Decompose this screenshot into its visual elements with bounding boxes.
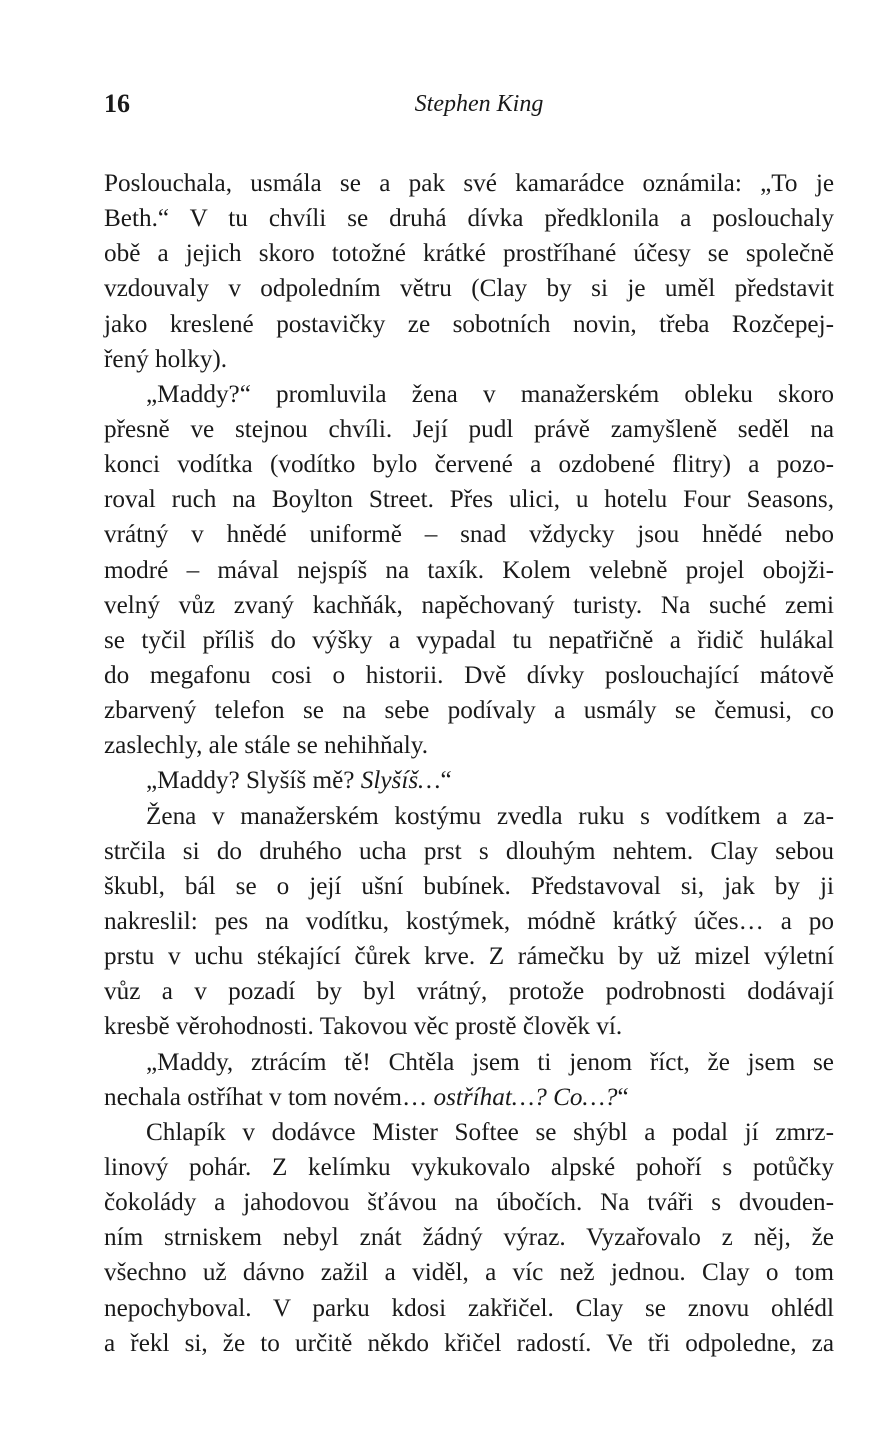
text-line xyxy=(104,1080,834,1115)
text-line: vzdouvaly v odpoledním větru (Clay by si je uměl představit xyxy=(104,275,834,303)
text-line: a řekl si, že to určitě někdo křičel radostí. Ve tři odpoledne, za xyxy=(104,1329,834,1357)
running-title: Stephen King xyxy=(414,91,544,117)
text-line: ním strniskem nebyl znát žádný výraz. Vyzařovalo z něj, že xyxy=(104,1224,834,1252)
text-line: nakreslil: pes na vodítku, kostýmek, módně krátký účes… a po xyxy=(104,907,834,935)
text-line: Žena v manažerském kostýmu zvedla ruku s vodítkem a za- xyxy=(146,802,834,830)
text-line: zaslechly, ale stále se nehihňaly. xyxy=(104,732,429,760)
text-line: „Maddy, ztrácím tě! Chtěla jsem ti jenom říct, že jsem se xyxy=(146,1048,834,1076)
text-line xyxy=(104,763,834,798)
text-line: konci vodítka (vodítko bylo červené a ozdobené flitry) a pozo- xyxy=(104,451,834,479)
body-text xyxy=(104,166,834,1361)
text-line: se tyčil příliš do výšky a vypadal tu nepatřičně a řidič hulákal xyxy=(104,626,834,654)
text-line: přesně ve stejnou chvíli. Její pudl právě zamyšleně seděl na xyxy=(104,415,834,443)
text-line: čokolády a jahodovou šťávou na úbočích. Na tváři s dvouden- xyxy=(104,1189,834,1217)
text-line: Beth.“ V tu chvíli se druhá dívka předklonila a poslouchaly xyxy=(104,205,834,233)
paragraph-6 xyxy=(104,1115,834,1361)
text-line: kresbě věrohodnosti. Takovou věc prostě člověk ví. xyxy=(104,1013,623,1041)
text-line: roval ruch na Boylton Street. Přes ulici, u hotelu Four Seasons, xyxy=(104,486,834,514)
text-line: zbarvený telefon se na sebe podívaly a usmály se čemusi, co xyxy=(104,697,834,725)
text-run: nechala ostříhat v tom novém… xyxy=(104,1083,434,1111)
running-head xyxy=(104,86,834,126)
italic-run: Slyšíš… xyxy=(360,767,441,795)
text-line: jako kreslené postavičky ze sobotních novin, třeba Rozčepej- xyxy=(104,310,834,338)
text-line: „Maddy?“ promluvila žena v manažerském obleku skoro xyxy=(146,380,834,408)
text-line: modré – mával nejspíš na taxík. Kolem velebně projel obojži- xyxy=(104,556,834,584)
text-run: “ xyxy=(617,1083,629,1111)
italic-run: ostříhat…? Co…? xyxy=(433,1083,618,1111)
text-line: prstu v uchu stékající čůrek krve. Z rámečku by už mizel výletní xyxy=(104,943,834,971)
text-line: Chlapík v dodávce Mister Softee se shýbl a podal jí zmrz- xyxy=(146,1118,834,1146)
text-line: všechno už dávno zažil a viděl, a víc než jednou. Clay o tom xyxy=(104,1259,834,1287)
paragraph-3 xyxy=(104,763,834,798)
text-run: “ xyxy=(440,767,452,795)
text-line: obě a jejich skoro totožné krátké prostříhané účesy se společně xyxy=(104,240,834,268)
text-run: „Maddy? Slyšíš mě? xyxy=(146,767,361,795)
page-number: 16 xyxy=(104,89,130,118)
paragraph-1 xyxy=(104,166,834,377)
paragraph-4 xyxy=(104,799,834,1045)
paragraph-5 xyxy=(104,1045,834,1115)
text-line: řený holky). xyxy=(104,345,228,373)
text-line: velný vůz zvaný kachňák, napěchovaný turisty. Na suché zemi xyxy=(104,591,834,619)
text-line: nepochyboval. V parku kdosi zakřičel. Clay se znovu ohlédl xyxy=(104,1294,834,1322)
text-line: vůz a v pozadí by byl vrátný, protože podrobnosti dodávají xyxy=(104,978,834,1006)
text-line: linový pohár. Z kelímku vykukovalo alpské pohoří s potůčky xyxy=(104,1153,834,1181)
paragraph-2 xyxy=(104,377,834,764)
text-line: strčila si do druhého ucha prst s dlouhým nehtem. Clay sebou xyxy=(104,837,834,865)
text-line: škubl, bál se o její ušní bubínek. Představoval si, jak by ji xyxy=(104,872,834,900)
text-line: do megafonu cosi o historii. Dvě dívky poslouchající mátově xyxy=(104,661,834,689)
text-line: vrátný v hnědé uniformě – snad vždycky jsou hnědé nebo xyxy=(104,521,834,549)
text-line: Poslouchala, usmála se a pak své kamarádce oznámila: „To je xyxy=(104,170,834,197)
